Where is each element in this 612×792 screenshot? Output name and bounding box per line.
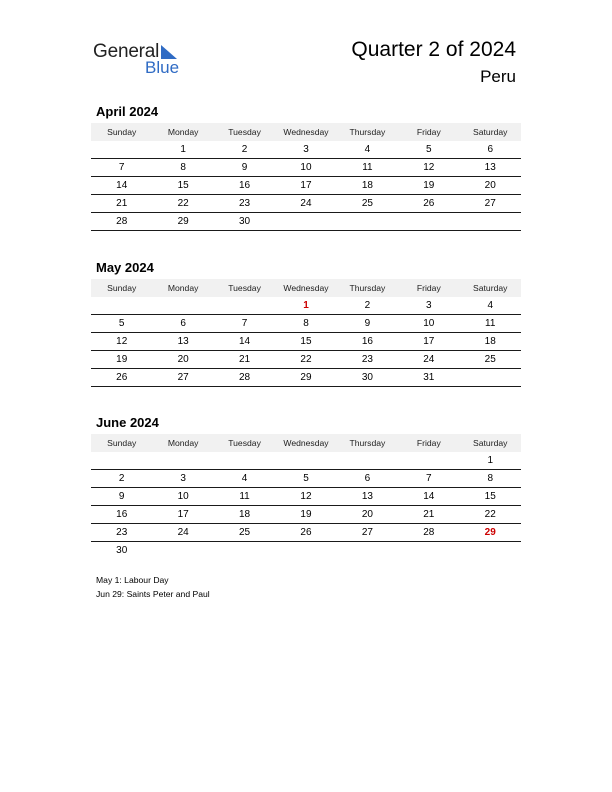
day-cell: 28 bbox=[238, 372, 251, 383]
day-cell: 29 bbox=[300, 372, 312, 383]
weekday-label: Wednesday bbox=[283, 438, 329, 448]
day-cell: 9 bbox=[241, 162, 248, 173]
day-cell: 15 bbox=[300, 336, 312, 347]
day-cell: 7 bbox=[426, 473, 432, 484]
weekday-label: Wednesday bbox=[283, 127, 329, 137]
day-cell: 30 bbox=[116, 545, 128, 556]
day-cell: 1 bbox=[303, 300, 309, 311]
weekday-label: Sunday bbox=[107, 283, 137, 293]
day-cell: 30 bbox=[361, 372, 373, 383]
country-name: Peru bbox=[480, 67, 516, 86]
weekday-label: Friday bbox=[416, 127, 441, 137]
day-cell: 25 bbox=[238, 527, 251, 538]
weekday-label: Saturday bbox=[473, 438, 508, 448]
day-cell: 23 bbox=[116, 527, 128, 538]
day-cell: 21 bbox=[423, 509, 435, 520]
day-cell: 27 bbox=[177, 372, 189, 383]
holiday-item: Jun 29: Saints Peter and Paul bbox=[96, 589, 210, 599]
day-cell: 7 bbox=[241, 318, 248, 329]
day-cell: 18 bbox=[238, 509, 251, 520]
weekday-label: Wednesday bbox=[283, 283, 329, 293]
day-cell: 22 bbox=[177, 198, 189, 209]
weekday-header-row bbox=[91, 434, 521, 452]
day-cell: 14 bbox=[116, 180, 128, 191]
day-cell: 9 bbox=[364, 318, 371, 329]
weekday-label: Tuesday bbox=[228, 283, 261, 293]
day-cell: 28 bbox=[423, 527, 435, 538]
month-april bbox=[91, 104, 521, 231]
day-cell: 24 bbox=[300, 198, 312, 209]
day-cell: 22 bbox=[484, 509, 496, 520]
weekday-label: Saturday bbox=[473, 283, 508, 293]
day-cell: 16 bbox=[116, 509, 128, 520]
weekday-label: Thursday bbox=[349, 283, 386, 293]
weekday-label: Tuesday bbox=[228, 438, 261, 448]
week-row bbox=[91, 470, 521, 488]
day-cell: 6 bbox=[180, 318, 186, 329]
day-cell: 6 bbox=[364, 473, 371, 484]
day-cell: 27 bbox=[361, 527, 373, 538]
weekday-label: Monday bbox=[167, 127, 199, 137]
day-cell: 9 bbox=[118, 491, 125, 502]
day-cell: 17 bbox=[300, 180, 312, 191]
holiday-list bbox=[96, 573, 210, 601]
day-cell: 20 bbox=[361, 509, 373, 520]
day-cell: 10 bbox=[423, 318, 435, 329]
month-title: May 2024 bbox=[96, 260, 154, 275]
day-cell: 14 bbox=[423, 491, 435, 502]
day-cell: 26 bbox=[423, 198, 435, 209]
day-cell: 28 bbox=[116, 216, 128, 227]
day-cell: 4 bbox=[364, 144, 371, 155]
day-cell: 17 bbox=[177, 509, 189, 520]
day-cell: 29 bbox=[484, 527, 496, 538]
day-cell: 13 bbox=[484, 162, 496, 173]
day-cell: 17 bbox=[423, 336, 435, 347]
day-cell: 16 bbox=[238, 180, 251, 191]
day-cell: 19 bbox=[423, 180, 435, 191]
weekday-label: Saturday bbox=[473, 127, 508, 137]
day-cell: 1 bbox=[180, 144, 186, 155]
day-cell: 4 bbox=[487, 300, 494, 311]
week-row bbox=[91, 141, 521, 159]
weekday-label: Thursday bbox=[349, 438, 386, 448]
day-cell: 3 bbox=[303, 144, 309, 155]
generalblue-logo bbox=[93, 40, 193, 80]
week-row bbox=[91, 333, 521, 351]
week-row bbox=[91, 159, 521, 177]
month-title: June 2024 bbox=[96, 415, 159, 430]
weekday-label: Sunday bbox=[107, 127, 137, 137]
week-row bbox=[91, 524, 521, 542]
week-row bbox=[91, 452, 521, 470]
day-cell: 31 bbox=[423, 372, 435, 383]
day-cell: 20 bbox=[177, 354, 189, 365]
page-title: Quarter 2 of 2024 bbox=[351, 38, 516, 61]
week-row bbox=[91, 542, 521, 559]
weekday-label: Tuesday bbox=[228, 127, 261, 137]
day-cell: 1 bbox=[487, 455, 494, 466]
day-cell: 3 bbox=[180, 473, 186, 484]
weekday-label: Monday bbox=[167, 438, 199, 448]
weekday-header-row bbox=[91, 279, 521, 297]
day-cell: 14 bbox=[238, 336, 251, 347]
logo-text-blue: Blue bbox=[145, 58, 180, 77]
day-cell: 24 bbox=[423, 354, 435, 365]
day-cell: 29 bbox=[177, 216, 189, 227]
day-cell: 30 bbox=[238, 216, 251, 227]
day-cell: 13 bbox=[177, 336, 189, 347]
day-cell: 5 bbox=[118, 318, 125, 329]
day-cell: 7 bbox=[118, 162, 125, 173]
day-cell: 2 bbox=[241, 144, 248, 155]
logo-text-general: General bbox=[93, 41, 160, 62]
weekday-label: Friday bbox=[416, 283, 441, 293]
day-cell: 10 bbox=[300, 162, 312, 173]
day-cell: 11 bbox=[362, 162, 373, 173]
week-row bbox=[91, 351, 521, 369]
week-row bbox=[91, 315, 521, 333]
day-cell: 23 bbox=[238, 198, 251, 209]
day-cell: 3 bbox=[426, 300, 432, 311]
day-cell: 25 bbox=[361, 198, 373, 209]
day-cell: 8 bbox=[303, 318, 309, 329]
day-cell: 20 bbox=[484, 180, 496, 191]
weekday-label: Sunday bbox=[107, 438, 137, 448]
week-row bbox=[91, 488, 521, 506]
day-cell: 12 bbox=[300, 491, 312, 502]
week-row bbox=[91, 506, 521, 524]
day-cell: 6 bbox=[487, 144, 494, 155]
day-cell: 5 bbox=[426, 144, 432, 155]
day-cell: 13 bbox=[361, 491, 373, 502]
day-cell: 26 bbox=[300, 527, 312, 538]
day-cell: 10 bbox=[177, 491, 189, 502]
logo-triangle-icon bbox=[161, 45, 177, 59]
day-cell: 22 bbox=[300, 354, 312, 365]
week-row bbox=[91, 213, 521, 231]
week-row bbox=[91, 369, 521, 387]
day-cell: 11 bbox=[485, 318, 496, 329]
month-june bbox=[91, 415, 521, 559]
day-cell: 15 bbox=[484, 491, 496, 502]
day-cell: 2 bbox=[364, 300, 371, 311]
day-cell: 25 bbox=[484, 354, 496, 365]
day-cell: 19 bbox=[300, 509, 312, 520]
weekday-label: Friday bbox=[416, 438, 441, 448]
month-may bbox=[91, 260, 521, 387]
weekday-label: Monday bbox=[167, 283, 199, 293]
day-cell: 23 bbox=[361, 354, 373, 365]
day-cell: 12 bbox=[116, 336, 128, 347]
day-cell: 8 bbox=[180, 162, 186, 173]
day-cell: 12 bbox=[423, 162, 435, 173]
day-cell: 15 bbox=[177, 180, 189, 191]
day-cell: 5 bbox=[303, 473, 309, 484]
day-cell: 18 bbox=[484, 336, 496, 347]
day-cell: 21 bbox=[116, 198, 128, 209]
weekday-header-row bbox=[91, 123, 521, 141]
day-cell: 26 bbox=[116, 372, 128, 383]
day-cell: 18 bbox=[361, 180, 373, 191]
week-row bbox=[91, 177, 521, 195]
month-title: April 2024 bbox=[96, 104, 159, 119]
day-cell: 8 bbox=[487, 473, 494, 484]
week-row bbox=[91, 195, 521, 213]
holiday-item: May 1: Labour Day bbox=[96, 575, 169, 585]
day-cell: 24 bbox=[177, 527, 189, 538]
day-cell: 16 bbox=[361, 336, 373, 347]
weekday-label: Thursday bbox=[349, 127, 386, 137]
day-cell: 21 bbox=[238, 354, 251, 365]
day-cell: 11 bbox=[239, 491, 250, 502]
week-row bbox=[91, 297, 521, 315]
day-cell: 2 bbox=[118, 473, 125, 484]
day-cell: 27 bbox=[484, 198, 496, 209]
day-cell: 4 bbox=[241, 473, 248, 484]
day-cell: 19 bbox=[116, 354, 128, 365]
